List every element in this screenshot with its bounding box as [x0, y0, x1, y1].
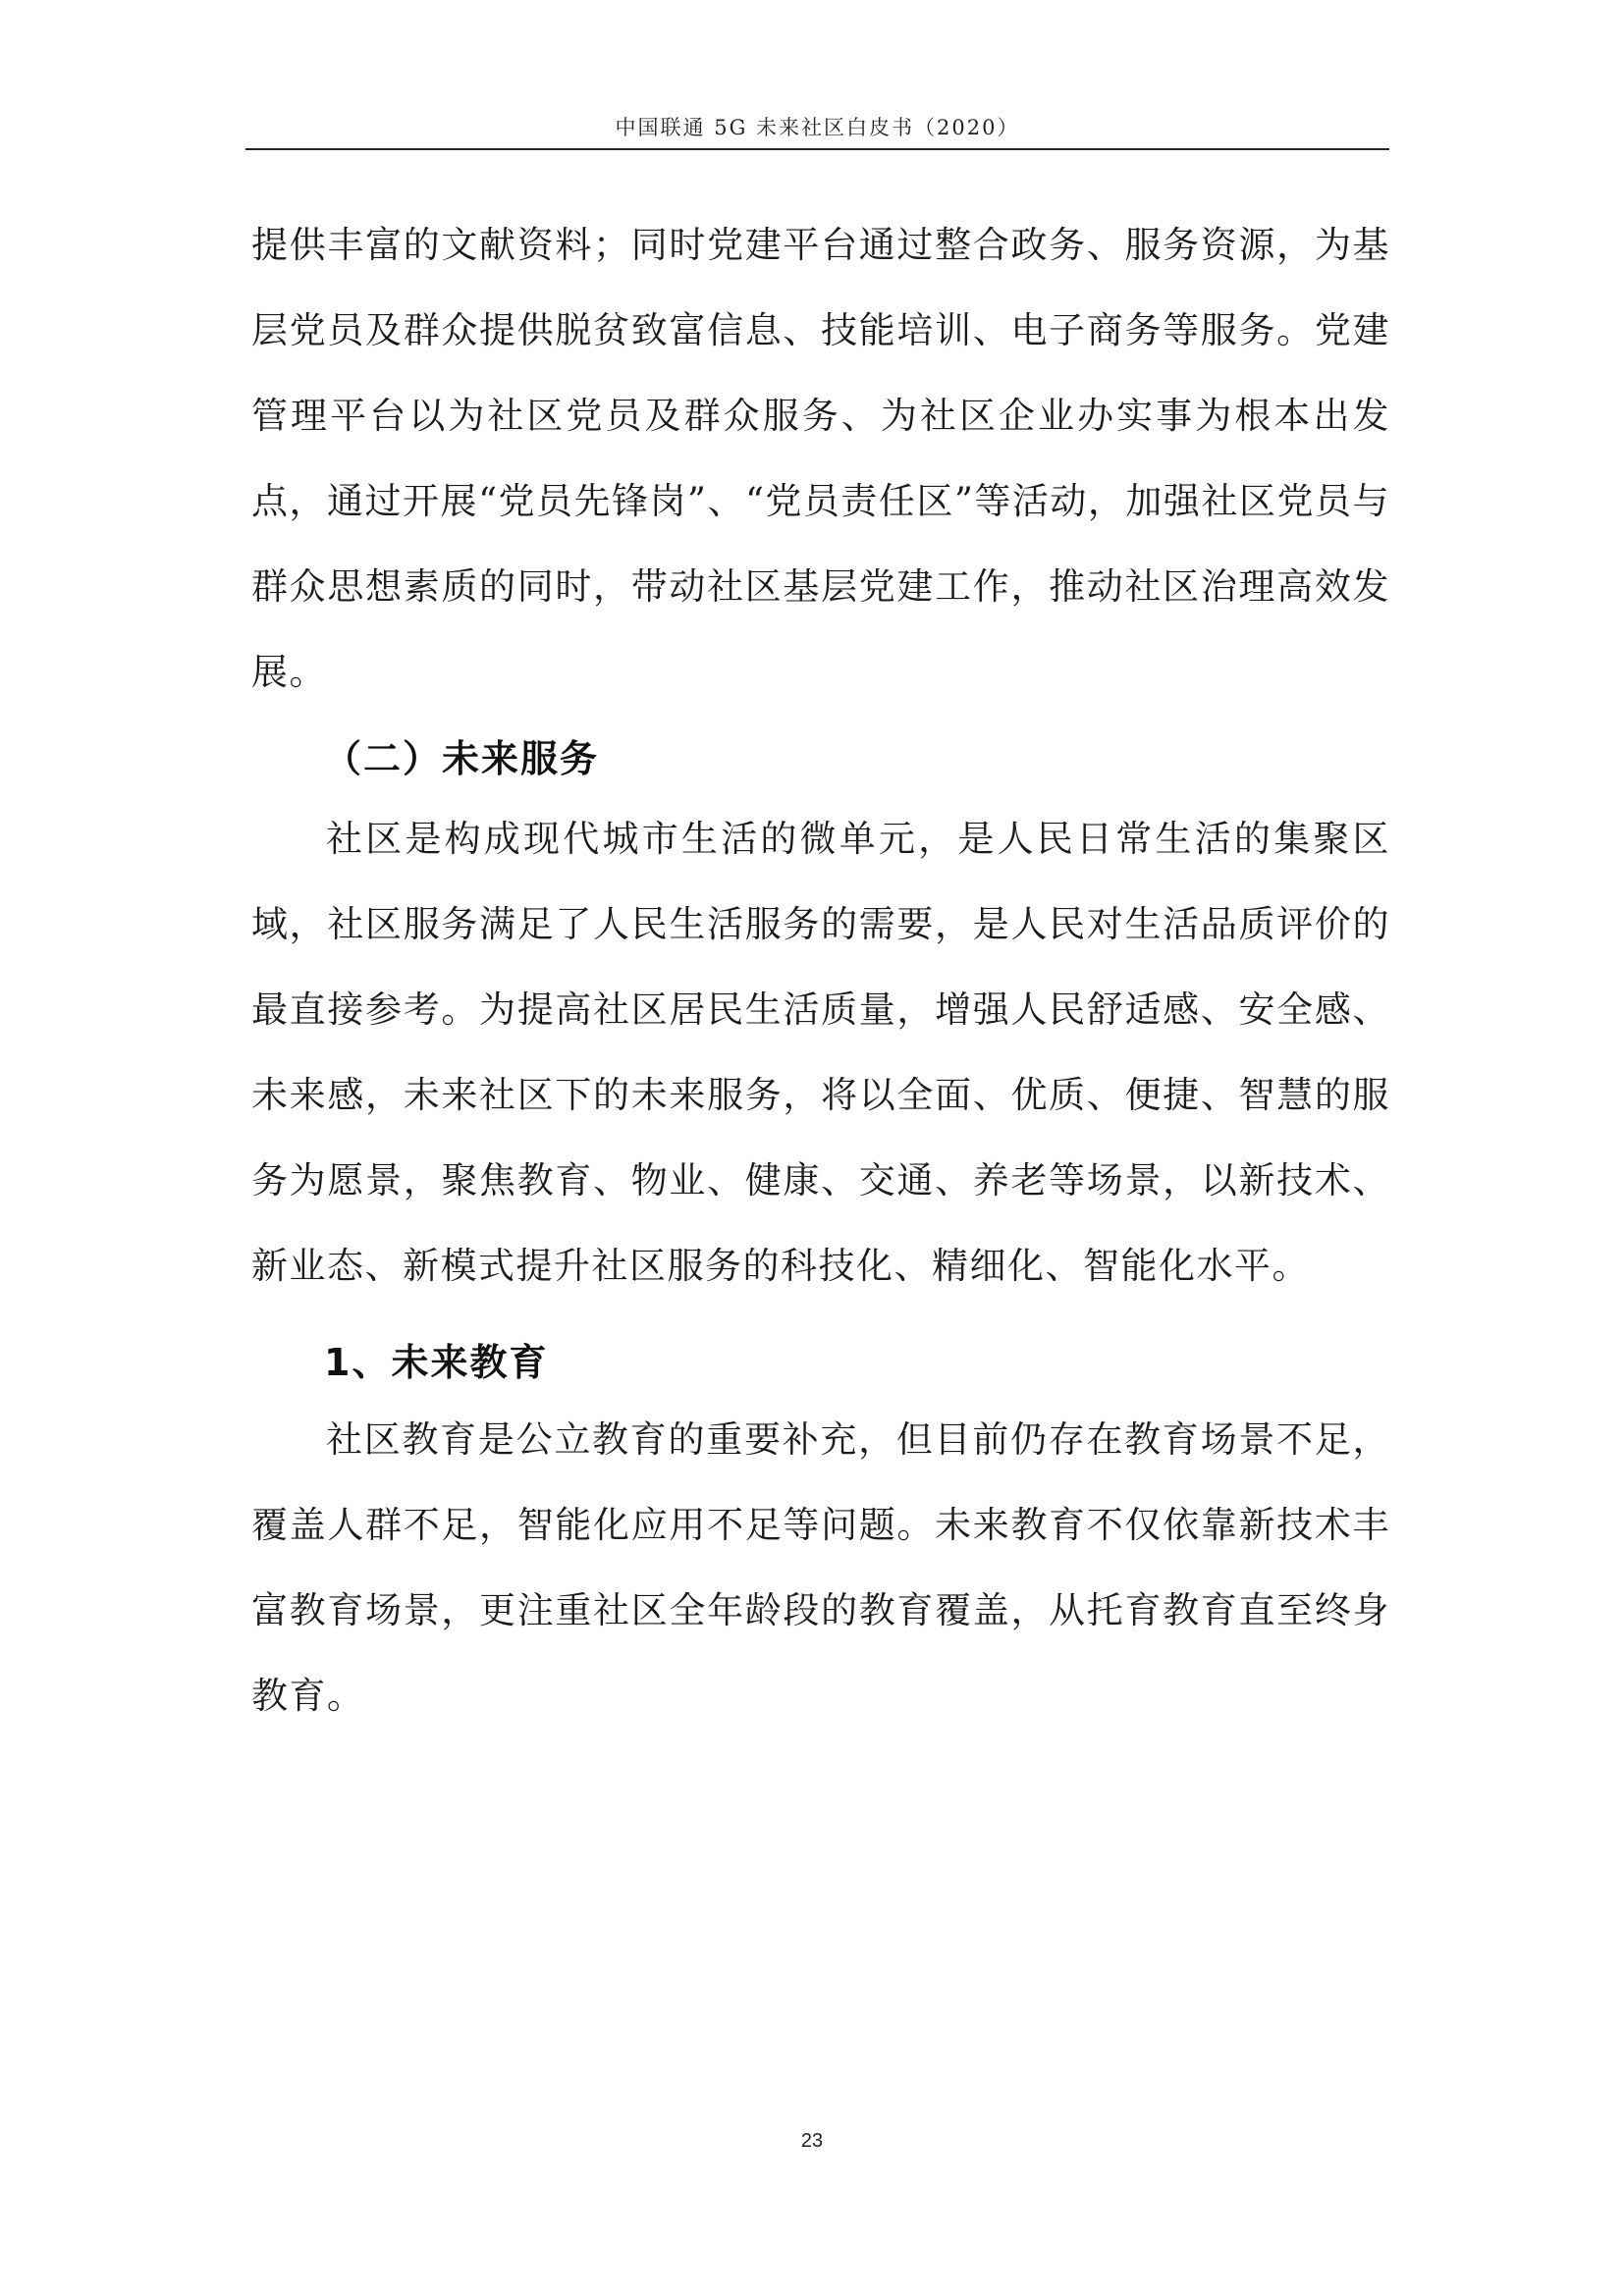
paragraph-future-education: 社区教育是公立教育的重要补充，但目前仍存在教育场景不足，覆盖人群不足，智能化应用不足等问题。未来教育不仅依靠新技术丰富教育场景，更注重社区全年龄段的教育覆盖，从托育教育直至终身教育。: [251, 1418, 1390, 1717]
page-number: 23: [800, 2130, 824, 2152]
header-divider: [245, 148, 1389, 150]
page-header-title: 中国联通 5G 未来社区白皮书（2020）: [615, 116, 1020, 139]
subsection-heading-future-education: 1、未来教育: [324, 1341, 549, 1384]
paragraph-future-services: 社区是构成现代城市生活的微单元，是人民日常生活的集聚区域，社区服务满足了人民生活服务的需要，是人民对生活品质评价的最直接参考。为提高社区居民生活质量，增强人民舒适感、安全感、未来感，未来社区下的未来服务，将以全面、优质、便捷、智慧的服务为愿景，聚焦教育、物业、健康、交通、养老等场景，以新技术、新业态、新模式提升社区服务的科技化、精细化、智能化水平。: [251, 818, 1390, 1287]
paragraph-party-building-continued: 提供丰富的文献资料；同时党建平台通过整合政务、服务资源，为基层党员及群众提供脱贫致富信息、技能培训、电子商务等服务。党建管理平台以为社区党员及群众服务、为社区企业办实事为根本出发点，通过开展“党员先锋岗”、“党员责任区”等活动，加强社区党员与群众思想素质的同时，带动社区基层党建工作，推动社区治理高效发展。: [251, 224, 1390, 693]
section-heading-future-services: （二）未来服务: [324, 737, 600, 780]
